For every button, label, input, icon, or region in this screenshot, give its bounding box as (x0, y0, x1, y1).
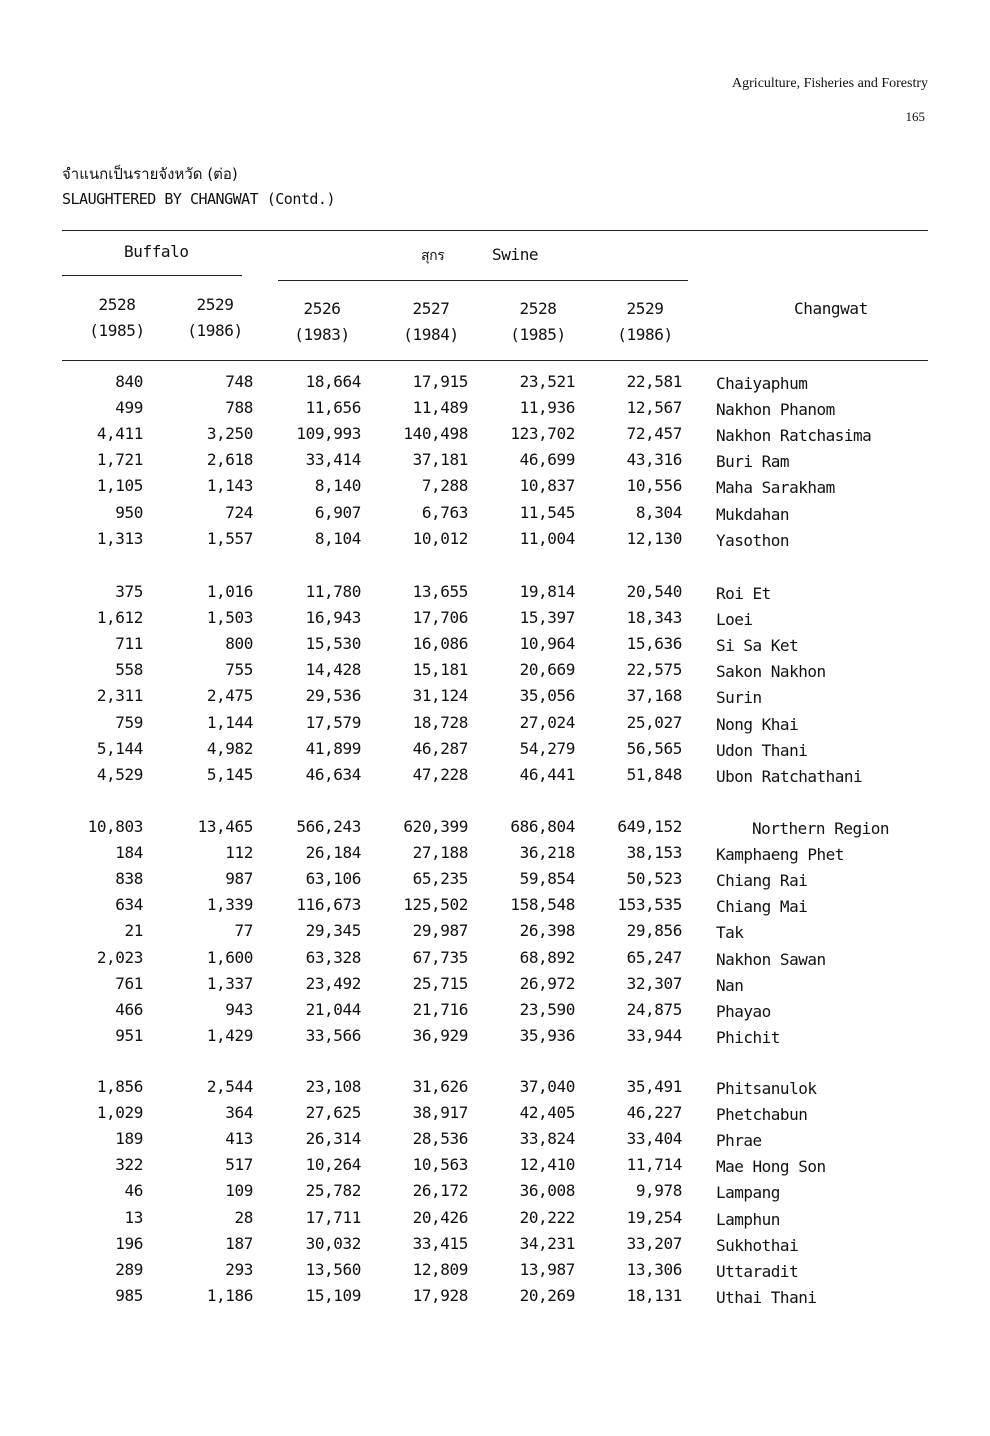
cell-buffalo-2528: 711 (115, 634, 143, 654)
changwat-name: Sakon Nakhon (716, 662, 826, 682)
cell-swine-2529: 22,575 (626, 660, 682, 680)
cell-swine-2527: 65,235 (412, 869, 468, 889)
cell-swine-2529: 18,343 (626, 608, 682, 628)
changwat-name: Maha Sarakham (716, 478, 835, 498)
cell-buffalo-2529: 28 (234, 1207, 253, 1227)
cell-swine-2528: 27,024 (519, 712, 575, 732)
cell-swine-2527: 620,399 (403, 817, 468, 836)
cell-swine-2528: 20,222 (519, 1207, 575, 1227)
cell-swine-2529: 153,535 (617, 895, 682, 915)
cell-swine-2528: 26,972 (519, 973, 575, 993)
cell-swine-2528: 68,892 (519, 947, 575, 967)
changwat-name: Chiang Rai (716, 871, 808, 891)
cell-swine-2527: 20,426 (412, 1207, 468, 1227)
cell-buffalo-2529: 1,557 (206, 528, 253, 548)
cell-swine-2528: 46,441 (519, 764, 575, 784)
cell-swine-2528: 11,936 (519, 398, 575, 418)
cell-buffalo-2529: 755 (225, 660, 253, 680)
changwat-name: Buri Ram (716, 452, 790, 472)
cell-buffalo-2528: 289 (115, 1259, 143, 1279)
changwat-name: Nakhon Ratchasima (716, 426, 872, 446)
cell-swine-2527: 46,287 (412, 738, 468, 758)
cell-buffalo-2528: 985 (115, 1285, 143, 1305)
changwat-name: Nakhon Phanom (716, 400, 835, 420)
cell-swine-2528: 19,814 (519, 582, 575, 601)
cell-buffalo-2529: 5,145 (206, 764, 253, 784)
cell-swine-2526: 109,993 (296, 424, 361, 444)
cell-swine-2528: 36,008 (519, 1181, 575, 1201)
cell-swine-2526: 30,032 (305, 1233, 361, 1253)
cell-swine-2529: 12,567 (626, 398, 682, 418)
header-buffalo: Buffalo (124, 242, 189, 261)
cell-swine-2526: 41,899 (305, 738, 361, 758)
cell-buffalo-2529: 187 (225, 1233, 253, 1253)
cell-swine-2526: 33,414 (305, 450, 361, 470)
cell-buffalo-2528: 2,023 (96, 947, 143, 967)
cell-buffalo-2528: 5,144 (96, 738, 143, 758)
changwat-name: Sukhothai (716, 1235, 799, 1255)
cell-swine-2526: 566,243 (296, 817, 361, 836)
cell-swine-2526: 46,634 (305, 764, 361, 784)
cell-swine-2528: 46,699 (519, 450, 575, 470)
cell-swine-2526: 63,328 (305, 947, 361, 967)
changwat-name: Mukdahan (716, 504, 790, 524)
cell-swine-2529: 33,207 (626, 1233, 682, 1253)
cell-swine-2528: 11,545 (519, 502, 575, 522)
cell-buffalo-2529: 293 (225, 1259, 253, 1279)
year-ad-label: (1984) (403, 325, 459, 344)
cell-swine-2526: 29,345 (305, 921, 361, 941)
cell-swine-2528: 26,398 (519, 921, 575, 941)
cell-swine-2527: 12,809 (412, 1259, 468, 1279)
cell-swine-2526: 25,782 (305, 1181, 361, 1201)
changwat-name: Phayao (716, 1001, 771, 1021)
cell-buffalo-2529: 364 (225, 1103, 253, 1123)
cell-swine-2528: 33,824 (519, 1129, 575, 1149)
cell-swine-2529: 15,636 (626, 634, 682, 654)
cell-buffalo-2528: 1,105 (96, 476, 143, 496)
cell-buffalo-2529: 109 (225, 1181, 253, 1201)
header-swine: Swine (492, 245, 539, 264)
cell-swine-2527: 13,655 (412, 582, 468, 601)
cell-swine-2528: 23,590 (519, 999, 575, 1019)
cell-swine-2527: 31,124 (412, 686, 468, 706)
cell-swine-2528: 36,218 (519, 843, 575, 863)
cell-swine-2526: 17,579 (305, 712, 361, 732)
cell-swine-2529: 33,404 (626, 1129, 682, 1149)
cell-swine-2526: 6,907 (314, 502, 361, 522)
year-label: 2529 (196, 295, 234, 314)
cell-buffalo-2528: 4,411 (96, 424, 143, 444)
table-title: SLAUGHTERED BY CHANGWAT (Contd.) (62, 190, 335, 208)
changwat-name: Yasothon (716, 530, 790, 550)
cell-swine-2529: 51,848 (626, 764, 682, 784)
cell-swine-2529: 35,491 (626, 1077, 682, 1096)
cell-swine-2528: 11,004 (519, 528, 575, 548)
year-ad-label: (1986) (187, 321, 243, 340)
cell-buffalo-2528: 10,803 (87, 817, 143, 836)
cell-buffalo-2528: 4,529 (96, 764, 143, 784)
year-label: 2528 (98, 295, 136, 314)
cell-swine-2529: 65,247 (626, 947, 682, 967)
cell-swine-2527: 21,716 (412, 999, 468, 1019)
cell-swine-2527: 17,928 (412, 1285, 468, 1305)
cell-buffalo-2528: 21 (124, 921, 143, 941)
cell-buffalo-2528: 1,721 (96, 450, 143, 470)
cell-swine-2526: 8,104 (314, 528, 361, 548)
cell-buffalo-2529: 987 (225, 869, 253, 889)
cell-swine-2527: 140,498 (403, 424, 468, 444)
cell-swine-2526: 63,106 (305, 869, 361, 889)
cell-buffalo-2529: 2,544 (206, 1077, 253, 1096)
cell-swine-2529: 43,316 (626, 450, 682, 470)
cell-buffalo-2529: 1,339 (206, 895, 253, 915)
cell-swine-2529: 50,523 (626, 869, 682, 889)
table-title-thai: จำแนกเป็นรายจังหวัด (ต่อ) (62, 165, 238, 183)
cell-buffalo-2528: 558 (115, 660, 143, 680)
cell-buffalo-2528: 189 (115, 1129, 143, 1149)
year-ad-label: (1985) (89, 321, 145, 340)
cell-swine-2528: 13,987 (519, 1259, 575, 1279)
cell-swine-2528: 10,837 (519, 476, 575, 496)
changwat-name: Chiang Mai (716, 897, 808, 917)
cell-buffalo-2529: 748 (225, 372, 253, 391)
cell-buffalo-2529: 1,429 (206, 1025, 253, 1045)
cell-swine-2526: 29,536 (305, 686, 361, 706)
cell-swine-2526: 11,780 (305, 582, 361, 601)
cell-swine-2528: 54,279 (519, 738, 575, 758)
cell-buffalo-2528: 950 (115, 502, 143, 522)
cell-buffalo-2528: 375 (115, 582, 143, 601)
cell-buffalo-2529: 77 (234, 921, 253, 941)
cell-swine-2529: 37,168 (626, 686, 682, 706)
cell-buffalo-2528: 184 (115, 843, 143, 863)
cell-swine-2529: 32,307 (626, 973, 682, 993)
cell-swine-2528: 23,521 (519, 372, 575, 391)
cell-swine-2529: 9,978 (635, 1181, 682, 1201)
year-label: 2528 (519, 299, 557, 318)
cell-swine-2527: 10,563 (412, 1155, 468, 1175)
cell-swine-2526: 17,711 (305, 1207, 361, 1227)
changwat-name: Si Sa Ket (716, 636, 799, 656)
cell-swine-2528: 37,040 (519, 1077, 575, 1096)
cell-buffalo-2529: 1,503 (206, 608, 253, 628)
cell-swine-2527: 29,987 (412, 921, 468, 941)
year-label: 2529 (626, 299, 664, 318)
cell-swine-2529: 22,581 (626, 372, 682, 391)
cell-swine-2527: 18,728 (412, 712, 468, 732)
cell-swine-2529: 38,153 (626, 843, 682, 863)
year-label: 2527 (412, 299, 450, 318)
cell-swine-2528: 686,804 (510, 817, 575, 836)
changwat-name: Tak (716, 923, 744, 943)
cell-swine-2529: 33,944 (626, 1025, 682, 1045)
cell-swine-2526: 15,109 (305, 1285, 361, 1305)
cell-buffalo-2529: 788 (225, 398, 253, 418)
cell-buffalo-2529: 1,600 (206, 947, 253, 967)
cell-swine-2526: 27,625 (305, 1103, 361, 1123)
cell-swine-2527: 27,188 (412, 843, 468, 863)
changwat-name: Uttaradit (716, 1261, 799, 1281)
cell-swine-2527: 15,181 (412, 660, 468, 680)
cell-swine-2528: 35,936 (519, 1025, 575, 1045)
changwat-name: Phichit (716, 1027, 780, 1047)
cell-swine-2529: 10,556 (626, 476, 682, 496)
running-head: Agriculture, Fisheries and Forestry (732, 76, 928, 91)
cell-swine-2528: 158,548 (510, 895, 575, 915)
header-changwat: Changwat (794, 299, 868, 318)
page-number: 165 (905, 109, 925, 124)
cell-swine-2529: 12,130 (626, 528, 682, 548)
changwat-name: Ubon Ratchathani (716, 766, 863, 786)
cell-buffalo-2528: 13 (124, 1207, 143, 1227)
cell-swine-2527: 17,706 (412, 608, 468, 628)
cell-swine-2527: 11,489 (412, 398, 468, 418)
changwat-name: Mae Hong Son (716, 1157, 826, 1177)
changwat-name: Phitsanulok (716, 1079, 817, 1098)
cell-swine-2527: 47,228 (412, 764, 468, 784)
cell-swine-2526: 10,264 (305, 1155, 361, 1175)
cell-swine-2528: 123,702 (510, 424, 575, 444)
changwat-name: Surin (716, 688, 762, 708)
cell-swine-2529: 8,304 (635, 502, 682, 522)
cell-swine-2528: 10,964 (519, 634, 575, 654)
cell-swine-2526: 23,492 (305, 973, 361, 993)
cell-swine-2527: 67,735 (412, 947, 468, 967)
cell-swine-2528: 59,854 (519, 869, 575, 889)
changwat-name: Nong Khai (716, 714, 799, 734)
cell-swine-2526: 21,044 (305, 999, 361, 1019)
changwat-name: Phetchabun (716, 1105, 808, 1125)
changwat-name: Lampang (716, 1183, 780, 1203)
cell-buffalo-2529: 112 (225, 843, 253, 863)
cell-swine-2526: 11,656 (305, 398, 361, 418)
cell-swine-2529: 29,856 (626, 921, 682, 941)
cell-swine-2527: 16,086 (412, 634, 468, 654)
cell-swine-2529: 25,027 (626, 712, 682, 732)
cell-buffalo-2528: 1,856 (96, 1077, 143, 1096)
cell-swine-2527: 25,715 (412, 973, 468, 993)
cell-swine-2527: 36,929 (412, 1025, 468, 1045)
changwat-name: Chaiyaphum (716, 374, 808, 393)
cell-buffalo-2528: 634 (115, 895, 143, 915)
cell-buffalo-2528: 838 (115, 869, 143, 889)
cell-swine-2526: 16,943 (305, 608, 361, 628)
changwat-name: Uthai Thani (716, 1287, 817, 1307)
changwat-name: Loei (716, 610, 753, 630)
cell-swine-2527: 28,536 (412, 1129, 468, 1149)
cell-buffalo-2529: 1,186 (206, 1285, 253, 1305)
changwat-name: Udon Thani (716, 740, 808, 760)
cell-swine-2528: 35,056 (519, 686, 575, 706)
cell-buffalo-2528: 466 (115, 999, 143, 1019)
cell-buffalo-2529: 13,465 (197, 817, 253, 836)
changwat-name: Kamphaeng Phet (716, 845, 844, 865)
year-ad-label: (1986) (617, 325, 673, 344)
cell-buffalo-2529: 800 (225, 634, 253, 654)
changwat-name: Roi Et (716, 584, 771, 603)
cell-buffalo-2529: 1,016 (206, 582, 253, 601)
cell-swine-2528: 15,397 (519, 608, 575, 628)
cell-buffalo-2528: 196 (115, 1233, 143, 1253)
year-ad-label: (1985) (510, 325, 566, 344)
cell-swine-2527: 37,181 (412, 450, 468, 470)
cell-swine-2528: 34,231 (519, 1233, 575, 1253)
cell-swine-2529: 46,227 (626, 1103, 682, 1123)
cell-swine-2529: 24,875 (626, 999, 682, 1019)
cell-swine-2527: 7,288 (421, 476, 468, 496)
cell-buffalo-2528: 46 (124, 1181, 143, 1201)
cell-swine-2527: 6,763 (421, 502, 468, 522)
cell-swine-2528: 20,669 (519, 660, 575, 680)
changwat-name: Nan (716, 975, 744, 995)
year-label: 2526 (303, 299, 341, 318)
cell-swine-2528: 12,410 (519, 1155, 575, 1175)
cell-swine-2526: 13,560 (305, 1259, 361, 1279)
header-swine-thai: สุกร (421, 248, 445, 264)
changwat-name: Lamphun (716, 1209, 780, 1229)
cell-buffalo-2528: 1,029 (96, 1103, 143, 1123)
cell-buffalo-2528: 499 (115, 398, 143, 418)
cell-buffalo-2529: 4,982 (206, 738, 253, 758)
cell-swine-2529: 11,714 (626, 1155, 682, 1175)
cell-swine-2529: 13,306 (626, 1259, 682, 1279)
cell-swine-2529: 19,254 (626, 1207, 682, 1227)
cell-buffalo-2528: 759 (115, 712, 143, 732)
cell-buffalo-2529: 3,250 (206, 424, 253, 444)
cell-swine-2528: 20,269 (519, 1285, 575, 1305)
cell-buffalo-2528: 1,313 (96, 528, 143, 548)
cell-swine-2527: 17,915 (412, 372, 468, 391)
changwat-name: Nakhon Sawan (716, 949, 826, 969)
cell-swine-2527: 38,917 (412, 1103, 468, 1123)
cell-swine-2527: 10,012 (412, 528, 468, 548)
cell-swine-2527: 33,415 (412, 1233, 468, 1253)
cell-buffalo-2529: 413 (225, 1129, 253, 1149)
cell-buffalo-2529: 2,618 (206, 450, 253, 470)
cell-swine-2527: 31,626 (412, 1077, 468, 1096)
cell-swine-2526: 14,428 (305, 660, 361, 680)
cell-buffalo-2528: 761 (115, 973, 143, 993)
cell-swine-2529: 649,152 (617, 817, 682, 836)
cell-swine-2529: 20,540 (626, 582, 682, 601)
cell-swine-2526: 15,530 (305, 634, 361, 654)
cell-buffalo-2529: 517 (225, 1155, 253, 1175)
cell-swine-2529: 72,457 (626, 424, 682, 444)
changwat-name: Phrae (716, 1131, 762, 1151)
cell-swine-2526: 8,140 (314, 476, 361, 496)
cell-buffalo-2528: 840 (115, 372, 143, 391)
cell-swine-2529: 56,565 (626, 738, 682, 758)
year-ad-label: (1983) (294, 325, 350, 344)
region-name: Northern Region (752, 819, 889, 838)
cell-buffalo-2528: 322 (115, 1155, 143, 1175)
cell-swine-2526: 26,184 (305, 843, 361, 863)
cell-swine-2527: 125,502 (403, 895, 468, 915)
cell-swine-2527: 26,172 (412, 1181, 468, 1201)
cell-buffalo-2529: 1,337 (206, 973, 253, 993)
cell-buffalo-2528: 1,612 (96, 608, 143, 628)
cell-buffalo-2529: 1,144 (206, 712, 253, 732)
cell-swine-2529: 18,131 (626, 1285, 682, 1305)
cell-swine-2526: 26,314 (305, 1129, 361, 1149)
cell-buffalo-2528: 2,311 (96, 686, 143, 706)
cell-buffalo-2529: 724 (225, 502, 253, 522)
cell-swine-2526: 23,108 (305, 1077, 361, 1096)
cell-buffalo-2529: 1,143 (206, 476, 253, 496)
cell-swine-2526: 116,673 (296, 895, 361, 915)
cell-buffalo-2529: 943 (225, 999, 253, 1019)
cell-swine-2528: 42,405 (519, 1103, 575, 1123)
cell-buffalo-2529: 2,475 (206, 686, 253, 706)
cell-swine-2526: 18,664 (305, 372, 361, 391)
cell-buffalo-2528: 951 (115, 1025, 143, 1045)
cell-swine-2526: 33,566 (305, 1025, 361, 1045)
